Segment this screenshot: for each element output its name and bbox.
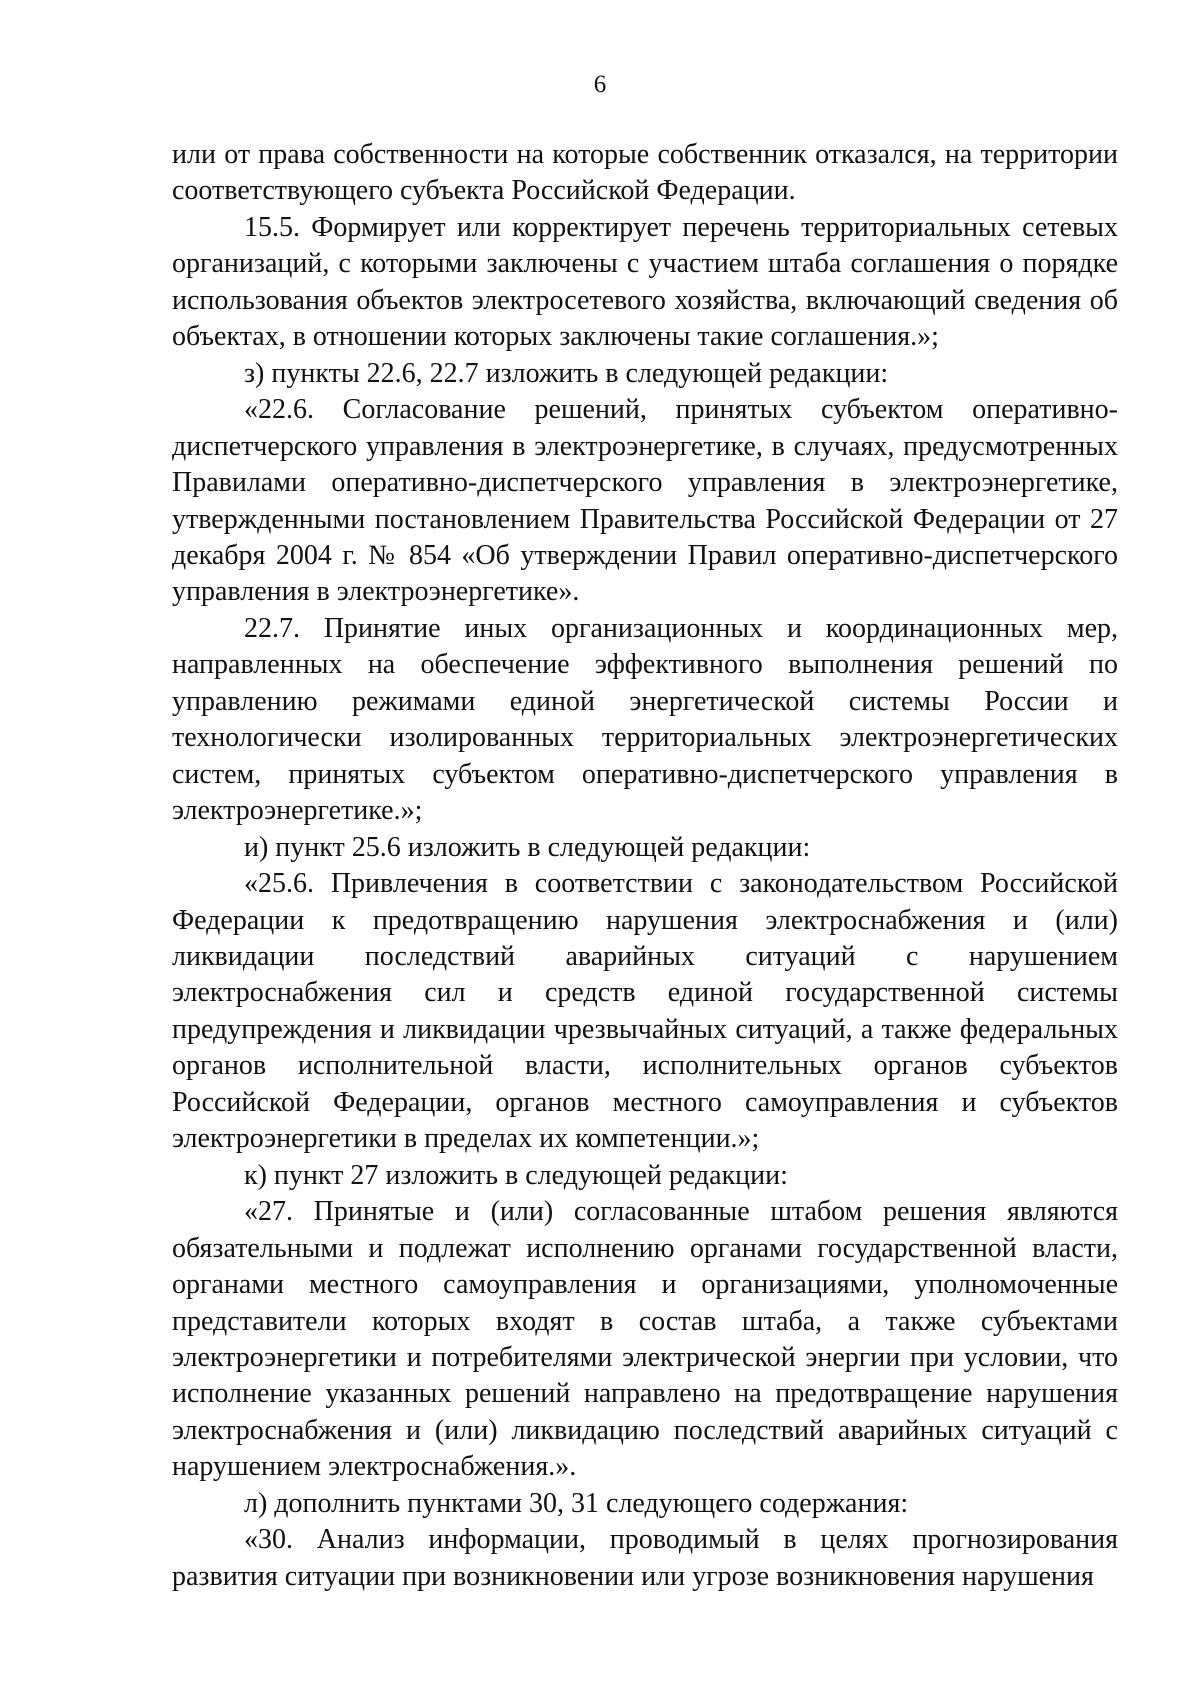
page-number: 6 [593,71,607,98]
paragraph-27: «27. Принятые и (или) согласованные штабом решения являются обязательными и подлежат исполнению органами государственной власти, органами местного самоуправления и организациями, уполномоченные представители которых входят в состав штаба, а также субъектами электроэнергетики и потребителями электрической энергии при условии, что исполнение указанных решений направлено на предотвращение нарушения электроснабжения и (или) ликвидацию последствий аварийных ситуаций с нарушением электроснабжения.». [172,1196,1118,1483]
paragraph-i: и) пункт 25.6 изложить в следующей редакции: [244,831,811,863]
paragraph-22-6: «22.6. Согласование решений, принятых субъектом оперативно-диспетчерского управления в электроэнергетике, в случаях, предусмотренных Правилами оперативно-диспетчерского управления в электроэнергетике, утвержденными постановлением Правительства Российской Федерации от 27 декабря 2004 г. № 854 «Об утверждении Правил оперативно-диспетчерского управления в электроэнергетике». [172,394,1118,608]
paragraph-k: к) пункт 27 изложить в следующей редакции: [244,1159,788,1191]
paragraph-22-7: 22.7. Принятие иных организационных и координационных мер, направленных на обеспечение эффективного выполнения решений по управлению режимами единой энергетической системы России и технологически изолированных территориальных электроэнергетических систем, принятых субъектом оперативно-диспетчерского управления в электроэнергетике.»; [172,612,1118,827]
paragraph-15-5: 15.5. Формирует или корректирует перечень территориальных сетевых организаций, с которыми заключены с участием штаба соглашения о порядке использования объектов электросетевого хозяйства, включающий сведения об объектах, в отношении которых заключены такие соглашения.»; [172,211,1118,353]
paragraph-30: «30. Анализ информации, проводимый в целях прогнозирования развития ситуации при возникновении или угрозе возникновения нарушения [172,1524,1118,1592]
paragraph-25-6: «25.6. Привлечения в соответствии с законодательством Российской Федерации к предотвращению нарушения электроснабжения и (или) ликвидации последствий аварийных ситуаций с нарушением электроснабжения сил и средств единой государственной системы предупреждения и ликвидации чрезвычайных ситуаций, а также федеральных органов исполнительной власти, исполнительных органов субъектов Российской Федерации, органов местного самоуправления и субъектов электроэнергетики в пределах их компетенции.»; [172,868,1118,1155]
paragraph-l: л) дополнить пунктами 30, 31 следующего содержания: [244,1487,909,1519]
paragraph-continuation: или от права собственности на которые собственник отказался, на территории соответствующего субъекта Российской Федерации. [172,139,1118,207]
document-body [172,137,1118,1595]
paragraph-z: з) пункты 22.6, 22.7 изложить в следующей редакции: [244,357,889,389]
